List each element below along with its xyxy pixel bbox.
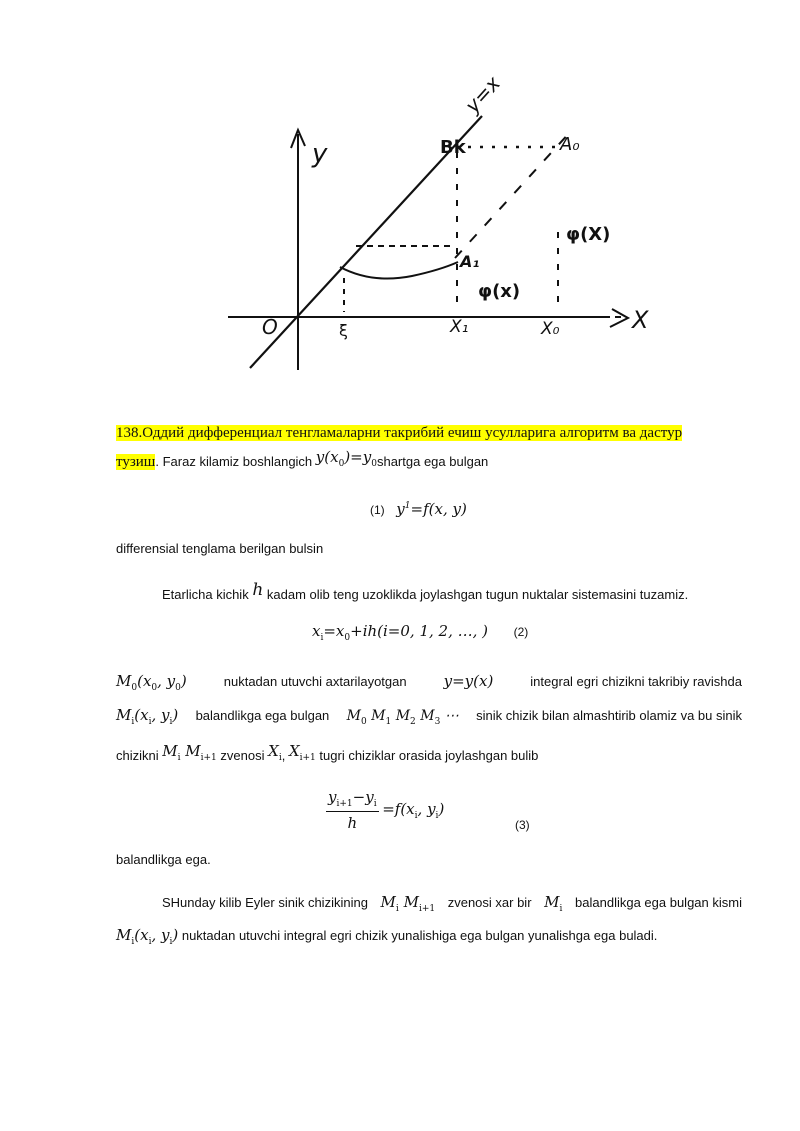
x0-label: X₀ (541, 319, 560, 339)
point-b-label: Bk (440, 137, 466, 158)
euler-method-figure (0, 0, 800, 400)
para-mi-a: balandlikga ega bulgan (195, 708, 330, 723)
para-h-start: Etarlicha kichik (162, 587, 249, 602)
eq3-denominator: h (347, 814, 358, 832)
eq2-label: (2) (513, 625, 529, 639)
phi-curve (340, 262, 458, 279)
mi-point-last: $M_i(x_i$, $y_i$) (116, 926, 179, 947)
mi-symbol: $M_i$ (544, 893, 563, 914)
paragraph-mi (116, 706, 742, 727)
eq3-label: (3) (515, 818, 530, 832)
phi-x-label: φ(x) (478, 281, 521, 302)
section-heading (116, 425, 682, 442)
mi-point: $M_i(x_i$, $y_i$) (116, 706, 179, 727)
point-a0-label: A₀ (560, 134, 580, 155)
paragraph-m0 (116, 672, 742, 693)
xi-xi1: $X_i$ (268, 742, 282, 763)
equation-2 (312, 622, 528, 643)
x1-label: X₁ (450, 317, 469, 337)
xi1: $X_{i+1}$ (288, 742, 316, 763)
point-a1-label: A₁ (460, 252, 480, 271)
intro-tail: shartga ega bulgan (376, 454, 489, 469)
heading-highlight: 138.Оддий дифференциал тенгламаларни такрибий ечиш усулларига алгоритм ва дастур (116, 425, 683, 441)
para-ch-b: zvenosi (220, 748, 265, 763)
para-ch-a: chizikni (116, 748, 159, 763)
eq2-formula: $x_i=x_0+ih(i=0$, 1, 2, …, ) (312, 622, 488, 643)
equation-3 (326, 788, 444, 832)
initial-condition: $y(x_0)=y_0$ (315, 448, 377, 469)
origin-label: O (262, 315, 278, 339)
para-last: nuktadan utuvchi integral egri chizik yunalishiga ega bulgan yunalishga ega buladi. (181, 928, 658, 943)
diff-line: differensial tenglama berilgan bulsin (116, 541, 324, 556)
h-symbol: h (252, 580, 264, 600)
eq1-label: (1) (370, 503, 385, 517)
eq3-numerator: $y_{i+1}-y_i$ (326, 788, 379, 812)
m0-point: $M_0(x_0$, $y_0$) (116, 672, 187, 693)
line-label: y=x (460, 71, 506, 118)
x-axis-label: X (632, 306, 649, 334)
intro-line (116, 448, 489, 473)
eq1-formula: $y^1=f(x$, y) (396, 500, 467, 518)
para-sh-c: balandlikga ega bulgan kismi (575, 895, 742, 910)
para-sh-a: SHunday kilib Eyler sinik chizikining (162, 895, 368, 910)
para-m0-b: integral egri chizikni takribiy ravishda (530, 674, 742, 689)
phi-x0-label: φ(X) (566, 224, 611, 245)
polyline-points: $M_0$ $M_1$ $M_2$ $M_3$ ⋯ (346, 708, 459, 727)
para-h-end: kadam olib teng uzoklikda joylashgan tugun nuktalar sistemasini tuzamiz. (266, 587, 689, 602)
y-axis-label: y (312, 139, 328, 169)
para-m0-a: nuktadan utuvchi axtarilayotgan (223, 674, 407, 689)
heading-end: тузиш (116, 454, 156, 470)
para-ch-c: , (281, 748, 286, 763)
paragraph-h (162, 580, 689, 604)
paragraph-chizik (116, 742, 539, 767)
paragraph-shunday (162, 893, 742, 914)
dashed-tangent (455, 130, 572, 258)
curve-eq: y=y(x) (443, 672, 494, 690)
equation-1 (370, 500, 467, 518)
paragraph-last (116, 926, 657, 947)
para-sh-b: zvenosi xar bir (447, 895, 532, 910)
intro-text: . Faraz kilamiz boshlangich (155, 454, 313, 469)
segment-shunday: $M_i$ $M_{i+1}$ (380, 893, 436, 914)
eq3-fraction (326, 788, 379, 832)
xi-label: ξ (339, 321, 348, 340)
para-mi-b: sinik chizik bilan almashtirib olamiz va bu sinik (476, 708, 742, 723)
para-ch-d: tugri chiziklar orasida joylashgan bulib (319, 748, 539, 763)
bal-line: balandlikga ega. (116, 852, 211, 867)
eq3-rhs: $=f(x_i$, $y_i$) (382, 799, 445, 821)
segment-mi: $M_i$ $M_{i+1}$ (162, 742, 217, 763)
